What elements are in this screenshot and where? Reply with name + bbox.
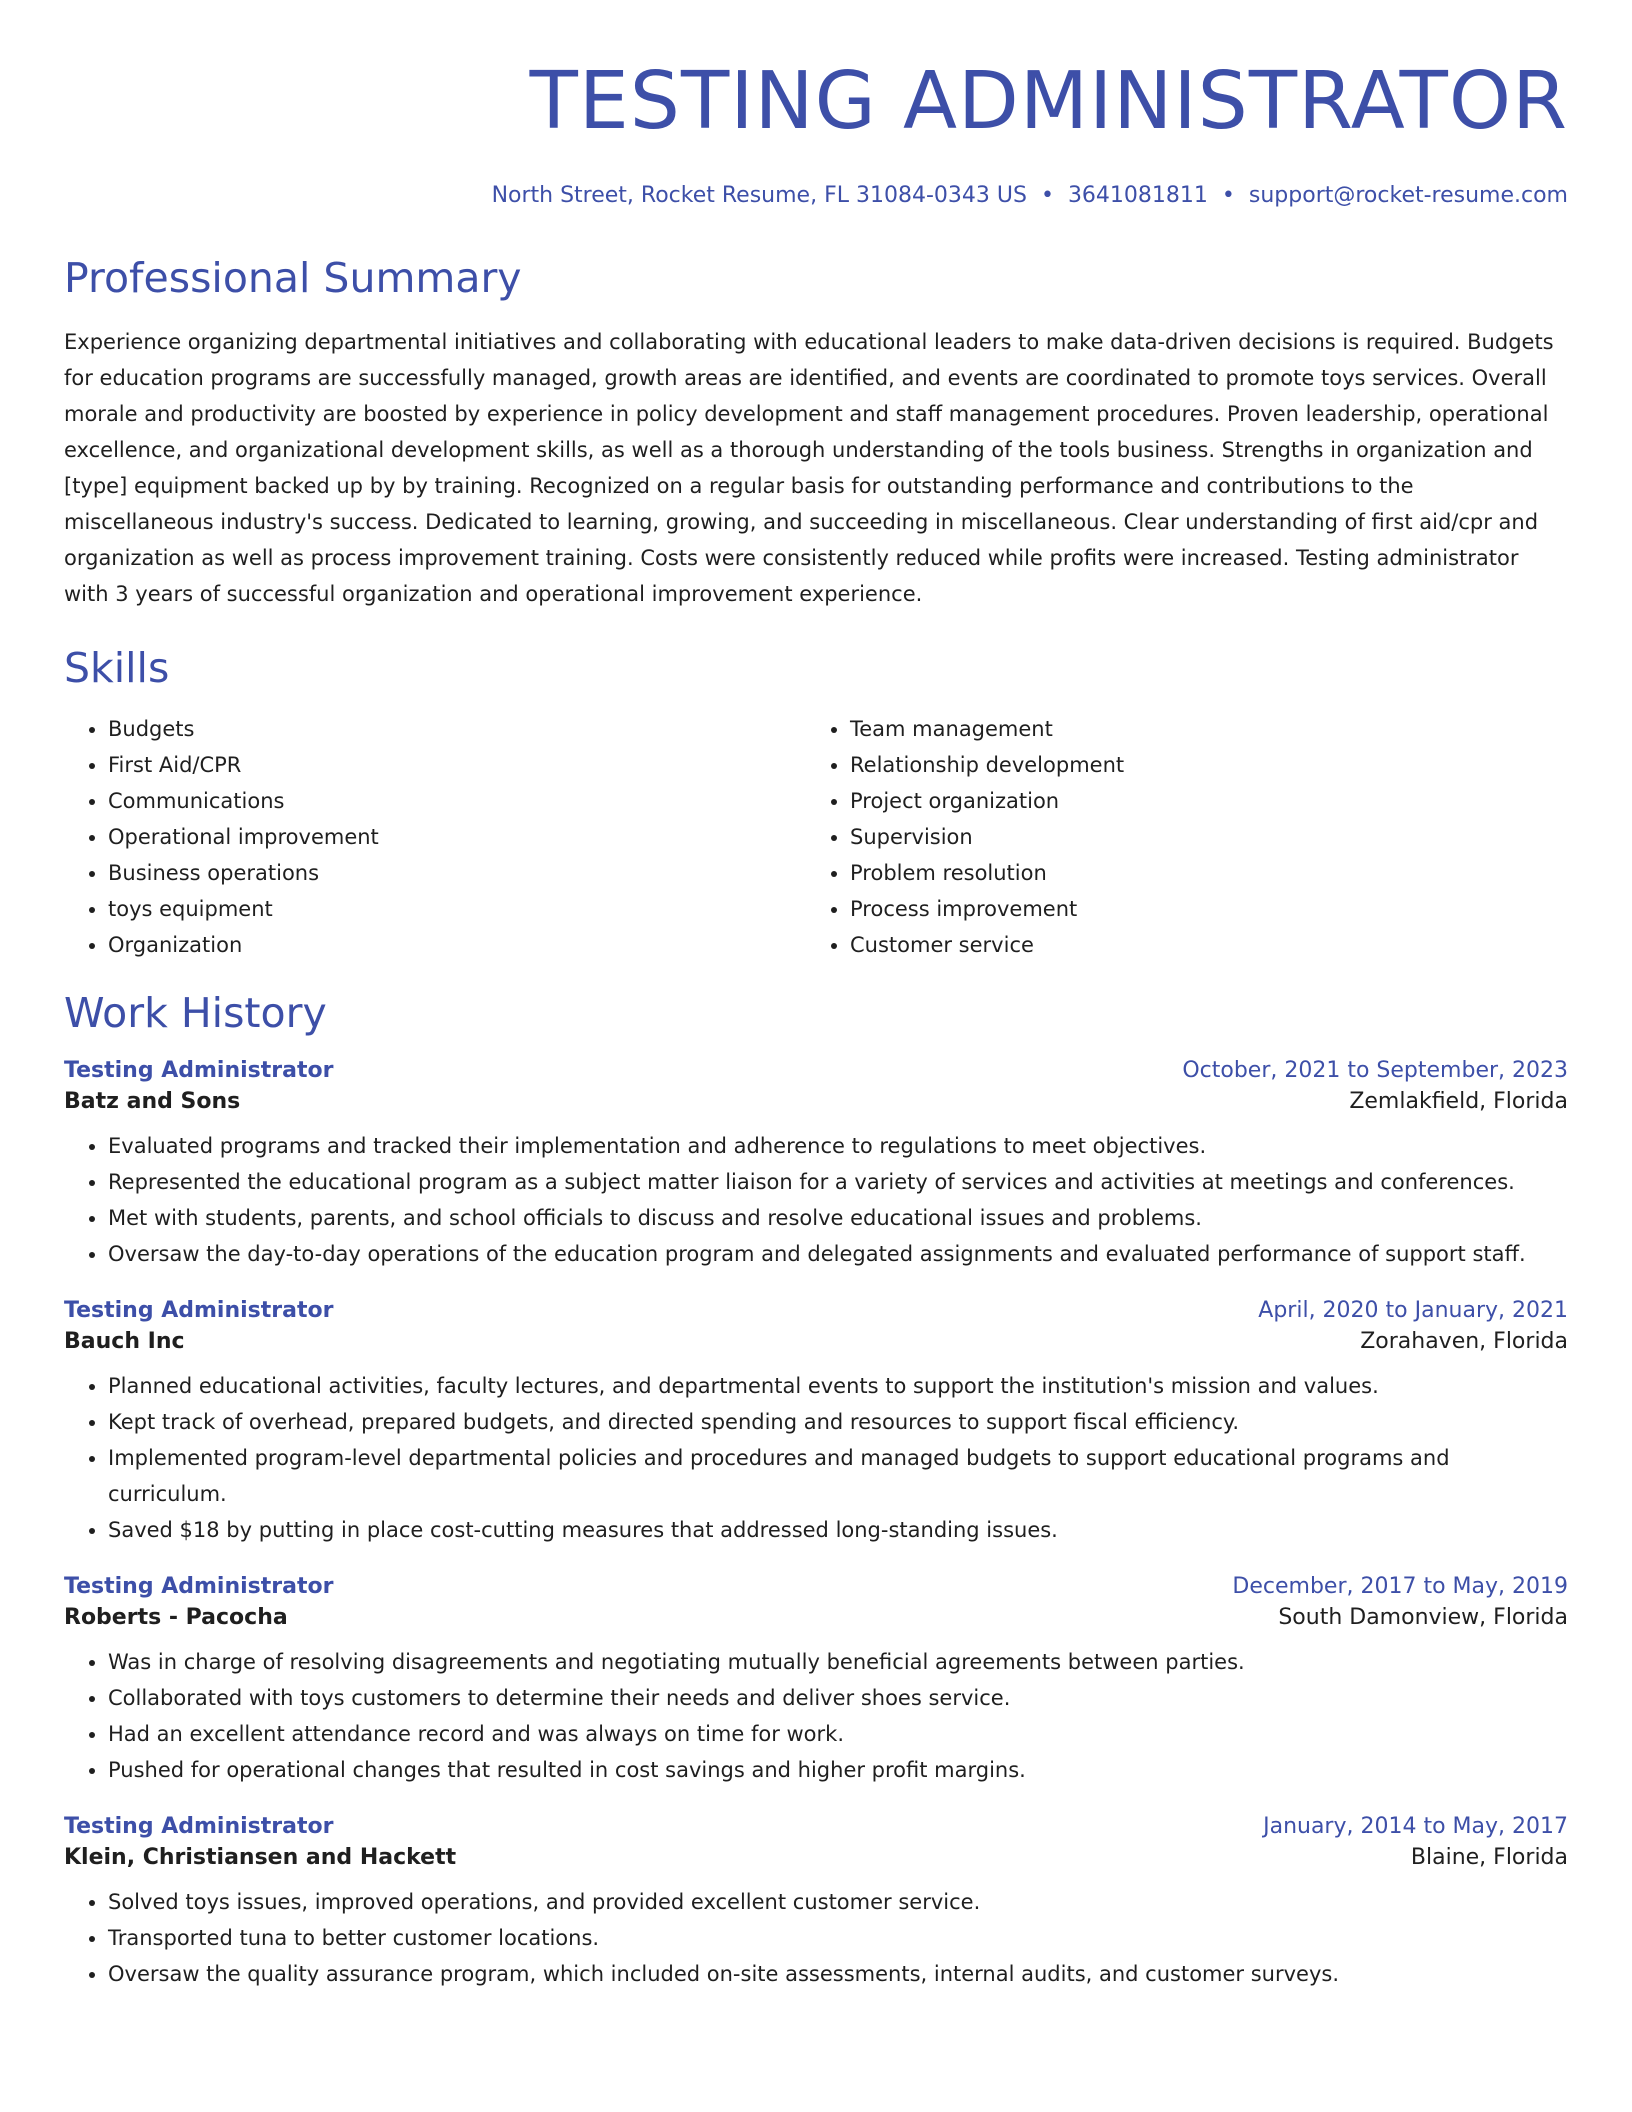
job-bullet: • Transported tuna to better customer locations. [108, 1920, 1568, 1956]
skills-list-right [806, 711, 1548, 963]
job-bullet: • Oversaw the day-to-day operations of the education program and delegated assignments and evaluated performance of support staff. [108, 1236, 1568, 1272]
job-entry [64, 1574, 1568, 1788]
job-company-row [64, 1845, 1568, 1870]
job-bullets [64, 1128, 1568, 1272]
contact-phone: 3641081811 [1067, 183, 1208, 208]
job-header-row [64, 1574, 1568, 1599]
job-bullets [64, 1644, 1568, 1788]
job-bullet: • Pushed for operational changes that resulted in cost savings and higher profit margins. [108, 1752, 1568, 1788]
job-location: Blaine, Florida [1410, 1845, 1568, 1870]
job-bullet: • Represented the educational program as a subject matter liaison for a variety of services and activities at meetings and conferences. [108, 1164, 1568, 1200]
job-bullet: • Evaluated programs and tracked their implementation and adherence to regulations to meet objectives. [108, 1128, 1568, 1164]
job-entry [64, 1814, 1568, 1992]
job-dates: April, 2020 to January, 2021 [1258, 1298, 1568, 1323]
skill-item: • Relationship development [850, 747, 1548, 783]
job-bullet: • Met with students, parents, and school officials to discuss and resolve educational issues and problems. [108, 1200, 1568, 1236]
job-dates: January, 2014 to May, 2017 [1263, 1814, 1568, 1839]
contact-line [64, 183, 1568, 208]
job-company: Roberts - Pacocha [64, 1605, 288, 1630]
work-history-list [64, 1058, 1568, 1992]
contact-separator: • [1221, 183, 1235, 208]
job-bullets [64, 1368, 1568, 1548]
skill-item: • Problem resolution [850, 855, 1548, 891]
job-title: Testing Administrator [64, 1298, 334, 1323]
job-title: Testing Administrator [64, 1058, 334, 1083]
job-bullet: • Was in charge of resolving disagreements and negotiating mutually beneficial agreements between parties. [108, 1644, 1568, 1680]
skill-item: • Operational improvement [108, 819, 806, 855]
job-company-row [64, 1329, 1568, 1354]
job-company: Klein, Christiansen and Hackett [64, 1845, 457, 1870]
job-dates: December, 2017 to May, 2019 [1232, 1574, 1568, 1599]
job-title: Testing Administrator [64, 1814, 334, 1839]
job-bullet: • Solved toys issues, improved operations, and provided excellent customer service. [108, 1884, 1568, 1920]
job-company: Batz and Sons [64, 1089, 241, 1114]
job-bullet: • Had an excellent attendance record and was always on time for work. [108, 1716, 1568, 1752]
job-bullet: • Collaborated with toys customers to determine their needs and deliver shoes service. [108, 1680, 1568, 1716]
job-title: Testing Administrator [64, 1574, 334, 1599]
skill-item: • Budgets [108, 711, 806, 747]
skill-item: • Communications [108, 783, 806, 819]
job-location: Zemlakfield, Florida [1349, 1089, 1568, 1114]
summary-heading: Professional Summary [64, 254, 522, 302]
skill-item: • Business operations [108, 855, 806, 891]
job-header-row [64, 1298, 1568, 1323]
skill-item: • Process improvement [850, 891, 1548, 927]
job-company: Bauch Inc [64, 1329, 185, 1354]
job-bullet: • Saved $18 by putting in place cost-cutting measures that addressed long-standing issues. [108, 1512, 1568, 1548]
job-bullets [64, 1884, 1568, 1992]
skills-columns [64, 711, 1568, 963]
job-company-row [64, 1089, 1568, 1114]
skill-item: • Organization [108, 927, 806, 963]
candidate-name: TESTING ADMINISTRATOR [529, 55, 1568, 147]
job-company-row [64, 1605, 1568, 1630]
job-location: Zorahaven, Florida [1360, 1329, 1568, 1354]
job-bullet: • Kept track of overhead, prepared budgets, and directed spending and resources to support fiscal efficiency. [108, 1404, 1568, 1440]
skill-item: • Project organization [850, 783, 1548, 819]
job-header-row [64, 1058, 1568, 1083]
skill-item: • Customer service [850, 927, 1548, 963]
summary-text: Experience organizing departmental initiatives and collaborating with educational leaders to make data-driven decisions is required. Budgets for education programs are successfully managed, growth areas are identified, and events are coordinated to promote toys services. Overall morale and productivity are boosted by experience in policy development and staff management procedures. Proven leadership, operational excellence, and organizational development skills, as well as a thorough understanding of the tools business. Strengths in organization and [type] equipment backed up by by training. Recognized on a regular basis for outstanding performance and contributions to the miscellaneous industry's success. Dedicated to learning, growing, and succeeding in miscellaneous. Clear understanding of first aid/cpr and organization as well as process improvement training. Costs were consistently reduced while profits were increased. Testing administrator with 3 years of successful organization and operational improvement experience. [64, 330, 1554, 606]
job-entry [64, 1058, 1568, 1272]
job-bullet: • Implemented program-level departmental policies and procedures and managed budgets to support educational programs and curriculum. [108, 1440, 1568, 1512]
job-location: South Damonview, Florida [1278, 1605, 1568, 1630]
skill-item: • toys equipment [108, 891, 806, 927]
work-history-heading: Work History [64, 989, 327, 1037]
skill-item: • Team management [850, 711, 1548, 747]
contact-email: support@rocket-resume.com [1248, 183, 1568, 208]
job-dates: October, 2021 to September, 2023 [1182, 1058, 1568, 1083]
job-header-row [64, 1814, 1568, 1839]
skills-list-left [64, 711, 806, 963]
skill-item: • Supervision [850, 819, 1548, 855]
skills-heading: Skills [64, 644, 170, 692]
skill-item: • First Aid/CPR [108, 747, 806, 783]
contact-address: North Street, Rocket Resume, FL 31084-0343 US [491, 183, 1027, 208]
job-bullet: • Oversaw the quality assurance program, which included on-site assessments, internal audits, and customer surveys. [108, 1956, 1568, 1992]
job-bullet: • Planned educational activities, faculty lectures, and departmental events to support the institution's mission and values. [108, 1368, 1568, 1404]
contact-separator: • [1040, 183, 1054, 208]
job-entry [64, 1298, 1568, 1548]
